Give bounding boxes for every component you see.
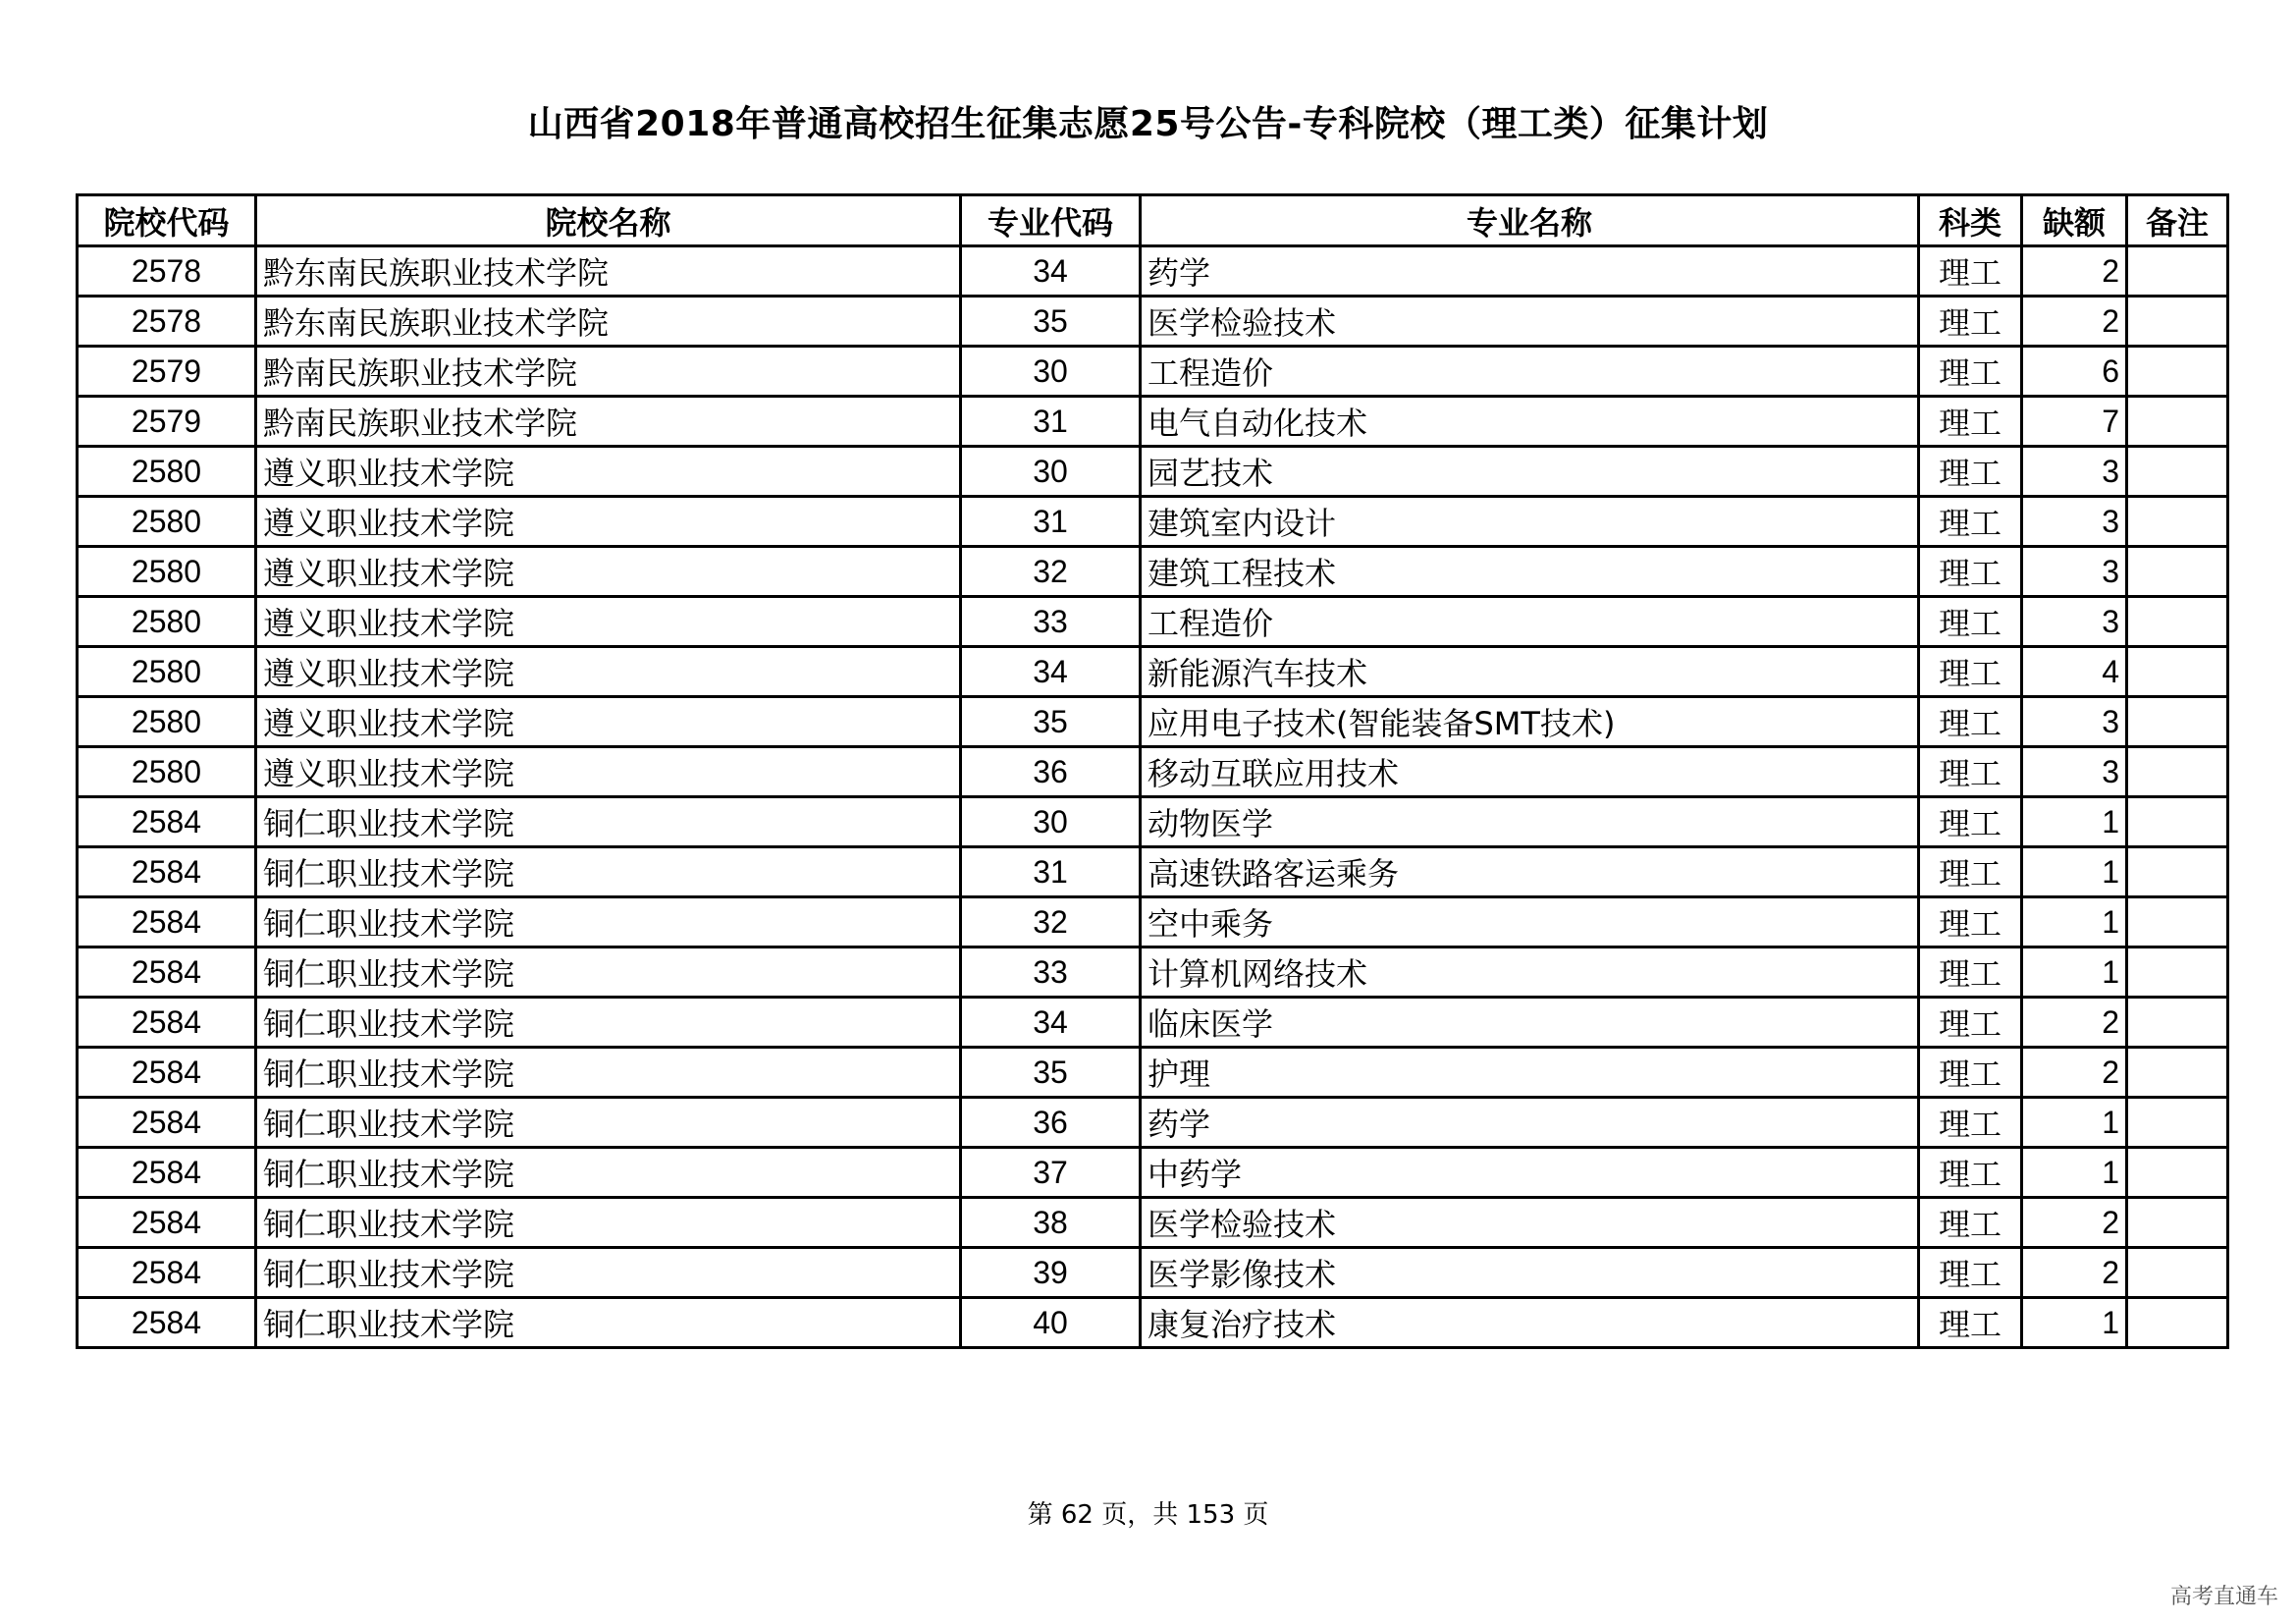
cell-school-code: 2580 (78, 647, 256, 697)
cell-major-code: 35 (961, 297, 1141, 347)
cell-major-name: 移动互联应用技术 (1141, 747, 1919, 797)
cell-note (2127, 246, 2228, 297)
cell-note (2127, 947, 2228, 998)
table-row (78, 1248, 2228, 1298)
cell-category: 理工 (1919, 847, 2022, 897)
cell-school-name: 遵义职业技术学院 (256, 597, 961, 647)
cell-note (2127, 1298, 2228, 1348)
cell-note (2127, 347, 2228, 397)
cell-school-name: 遵义职业技术学院 (256, 547, 961, 597)
cell-note (2127, 1048, 2228, 1098)
cell-major-name: 新能源汽车技术 (1141, 647, 1919, 697)
cell-note (2127, 1198, 2228, 1248)
cell-school-code: 2579 (78, 397, 256, 447)
cell-school-name: 遵义职业技术学院 (256, 447, 961, 497)
cell-quota: 1 (2022, 1148, 2127, 1198)
cell-category: 理工 (1919, 1248, 2022, 1298)
cell-school-name: 铜仁职业技术学院 (256, 897, 961, 947)
cell-major-name: 工程造价 (1141, 347, 1919, 397)
cell-major-code: 37 (961, 1148, 1141, 1198)
cell-quota: 2 (2022, 246, 2127, 297)
table-row (78, 647, 2228, 697)
cell-major-code: 32 (961, 547, 1141, 597)
header-category: 科类 (1919, 195, 2022, 246)
cell-category: 理工 (1919, 947, 2022, 998)
cell-category: 理工 (1919, 697, 2022, 747)
cell-quota: 3 (2022, 497, 2127, 547)
cell-quota: 2 (2022, 1248, 2127, 1298)
cell-major-name: 计算机网络技术 (1141, 947, 1919, 998)
cell-quota: 3 (2022, 447, 2127, 497)
cell-category: 理工 (1919, 597, 2022, 647)
enrollment-plan-table (76, 193, 2229, 1349)
cell-major-name: 药学 (1141, 246, 1919, 297)
cell-school-code: 2580 (78, 447, 256, 497)
cell-quota: 1 (2022, 947, 2127, 998)
cell-school-name: 铜仁职业技术学院 (256, 847, 961, 897)
table-row (78, 297, 2228, 347)
cell-note (2127, 697, 2228, 747)
cell-school-name: 铜仁职业技术学院 (256, 1198, 961, 1248)
cell-school-name: 遵义职业技术学院 (256, 647, 961, 697)
cell-quota: 7 (2022, 397, 2127, 447)
cell-school-code: 2578 (78, 246, 256, 297)
header-note: 备注 (2127, 195, 2228, 246)
cell-quota: 3 (2022, 697, 2127, 747)
cell-major-name: 医学检验技术 (1141, 297, 1919, 347)
cell-school-code: 2584 (78, 1298, 256, 1348)
cell-major-code: 30 (961, 447, 1141, 497)
cell-quota: 1 (2022, 1098, 2127, 1148)
cell-major-name: 医学检验技术 (1141, 1198, 1919, 1248)
header-school-name: 院校名称 (256, 195, 961, 246)
cell-major-name: 康复治疗技术 (1141, 1298, 1919, 1348)
cell-major-code: 36 (961, 1098, 1141, 1148)
cell-school-code: 2584 (78, 1198, 256, 1248)
cell-major-name: 工程造价 (1141, 597, 1919, 647)
header-major-name: 专业名称 (1141, 195, 1919, 246)
cell-major-name: 建筑工程技术 (1141, 547, 1919, 597)
cell-major-code: 33 (961, 597, 1141, 647)
cell-major-code: 33 (961, 947, 1141, 998)
cell-school-code: 2580 (78, 547, 256, 597)
cell-school-name: 遵义职业技术学院 (256, 747, 961, 797)
cell-school-code: 2580 (78, 597, 256, 647)
cell-quota: 2 (2022, 1048, 2127, 1098)
cell-major-code: 34 (961, 998, 1141, 1048)
cell-category: 理工 (1919, 1148, 2022, 1198)
cell-school-name: 铜仁职业技术学院 (256, 1298, 961, 1348)
cell-category: 理工 (1919, 647, 2022, 697)
table-row (78, 1198, 2228, 1248)
cell-school-code: 2584 (78, 1248, 256, 1298)
cell-major-name: 护理 (1141, 1048, 1919, 1098)
cell-quota: 2 (2022, 297, 2127, 347)
cell-school-name: 黔东南民族职业技术学院 (256, 297, 961, 347)
cell-major-name: 中药学 (1141, 1148, 1919, 1198)
cell-category: 理工 (1919, 998, 2022, 1048)
cell-category: 理工 (1919, 497, 2022, 547)
table-row (78, 1148, 2228, 1198)
cell-quota: 6 (2022, 347, 2127, 397)
cell-note (2127, 297, 2228, 347)
cell-category: 理工 (1919, 447, 2022, 497)
page-number: 第 62 页，共 153 页 (1027, 1500, 1269, 1530)
cell-quota: 1 (2022, 897, 2127, 947)
cell-quota: 2 (2022, 998, 2127, 1048)
cell-note (2127, 998, 2228, 1048)
table-row (78, 897, 2228, 947)
cell-school-name: 铜仁职业技术学院 (256, 1098, 961, 1148)
cell-school-name: 铜仁职业技术学院 (256, 1248, 961, 1298)
table-row (78, 447, 2228, 497)
table-row (78, 1298, 2228, 1348)
table-row (78, 347, 2228, 397)
cell-note (2127, 897, 2228, 947)
cell-major-name: 医学影像技术 (1141, 1248, 1919, 1298)
cell-major-code: 39 (961, 1248, 1141, 1298)
page-title: 山西省2018年普通高校招生征集志愿25号公告-专科院校（理工类）征集计划 (527, 104, 1769, 144)
cell-category: 理工 (1919, 1048, 2022, 1098)
cell-major-name: 临床医学 (1141, 998, 1919, 1048)
cell-category: 理工 (1919, 297, 2022, 347)
cell-major-code: 34 (961, 246, 1141, 297)
cell-school-name: 铜仁职业技术学院 (256, 998, 961, 1048)
cell-school-name: 黔南民族职业技术学院 (256, 347, 961, 397)
cell-quota: 1 (2022, 847, 2127, 897)
cell-major-name: 电气自动化技术 (1141, 397, 1919, 447)
cell-school-code: 2584 (78, 847, 256, 897)
header-school-code: 院校代码 (78, 195, 256, 246)
cell-major-name: 应用电子技术(智能装备SMT技术) (1141, 697, 1919, 747)
cell-category: 理工 (1919, 747, 2022, 797)
cell-note (2127, 847, 2228, 897)
cell-school-name: 遵义职业技术学院 (256, 497, 961, 547)
cell-major-code: 31 (961, 847, 1141, 897)
table-header-row (78, 195, 2228, 246)
table-row (78, 547, 2228, 597)
cell-quota: 3 (2022, 597, 2127, 647)
cell-major-code: 40 (961, 1298, 1141, 1348)
cell-school-code: 2579 (78, 347, 256, 397)
header-major-code: 专业代码 (961, 195, 1141, 246)
cell-quota: 1 (2022, 797, 2127, 847)
cell-category: 理工 (1919, 547, 2022, 597)
cell-note (2127, 1248, 2228, 1298)
cell-note (2127, 647, 2228, 697)
cell-major-code: 34 (961, 647, 1141, 697)
cell-category: 理工 (1919, 246, 2022, 297)
table-row (78, 947, 2228, 998)
cell-school-code: 2584 (78, 947, 256, 998)
cell-school-code: 2580 (78, 747, 256, 797)
table-row (78, 1098, 2228, 1148)
table-row (78, 497, 2228, 547)
cell-category: 理工 (1919, 1098, 2022, 1148)
cell-school-code: 2580 (78, 497, 256, 547)
table-row (78, 797, 2228, 847)
cell-category: 理工 (1919, 897, 2022, 947)
cell-note (2127, 1148, 2228, 1198)
table-body (78, 246, 2228, 1348)
cell-major-code: 31 (961, 397, 1141, 447)
cell-quota: 3 (2022, 547, 2127, 597)
cell-school-code: 2584 (78, 1048, 256, 1098)
cell-note (2127, 447, 2228, 497)
table-row (78, 397, 2228, 447)
cell-category: 理工 (1919, 1298, 2022, 1348)
cell-school-code: 2584 (78, 797, 256, 847)
cell-major-name: 高速铁路客运乘务 (1141, 847, 1919, 897)
cell-school-name: 铜仁职业技术学院 (256, 1148, 961, 1198)
cell-school-code: 2584 (78, 897, 256, 947)
cell-major-name: 建筑室内设计 (1141, 497, 1919, 547)
cell-major-code: 30 (961, 347, 1141, 397)
table-row (78, 597, 2228, 647)
watermark-logo: 高考直通车 (2169, 1585, 2278, 1609)
cell-school-name: 铜仁职业技术学院 (256, 947, 961, 998)
cell-major-code: 38 (961, 1198, 1141, 1248)
cell-school-code: 2580 (78, 697, 256, 747)
cell-major-name: 药学 (1141, 1098, 1919, 1148)
cell-note (2127, 797, 2228, 847)
cell-major-name: 动物医学 (1141, 797, 1919, 847)
cell-major-code: 35 (961, 1048, 1141, 1098)
table-row (78, 998, 2228, 1048)
table-row (78, 747, 2228, 797)
cell-category: 理工 (1919, 797, 2022, 847)
cell-school-name: 铜仁职业技术学院 (256, 1048, 961, 1098)
cell-school-name: 铜仁职业技术学院 (256, 797, 961, 847)
cell-note (2127, 397, 2228, 447)
cell-note (2127, 1098, 2228, 1148)
cell-note (2127, 747, 2228, 797)
cell-quota: 4 (2022, 647, 2127, 697)
cell-quota: 2 (2022, 1198, 2127, 1248)
cell-major-code: 32 (961, 897, 1141, 947)
cell-major-code: 36 (961, 747, 1141, 797)
cell-school-code: 2578 (78, 297, 256, 347)
cell-school-name: 黔南民族职业技术学院 (256, 397, 961, 447)
table-row (78, 1048, 2228, 1098)
cell-major-code: 35 (961, 697, 1141, 747)
cell-category: 理工 (1919, 347, 2022, 397)
cell-quota: 1 (2022, 1298, 2127, 1348)
cell-quota: 3 (2022, 747, 2127, 797)
table-row (78, 847, 2228, 897)
header-quota: 缺额 (2022, 195, 2127, 246)
cell-school-code: 2584 (78, 1098, 256, 1148)
cell-major-code: 31 (961, 497, 1141, 547)
table-row (78, 246, 2228, 297)
cell-major-code: 30 (961, 797, 1141, 847)
cell-school-code: 2584 (78, 1148, 256, 1198)
cell-school-code: 2584 (78, 998, 256, 1048)
cell-school-name: 黔东南民族职业技术学院 (256, 246, 961, 297)
cell-note (2127, 497, 2228, 547)
cell-note (2127, 547, 2228, 597)
table-row (78, 697, 2228, 747)
cell-major-name: 空中乘务 (1141, 897, 1919, 947)
cell-category: 理工 (1919, 397, 2022, 447)
cell-note (2127, 597, 2228, 647)
cell-school-name: 遵义职业技术学院 (256, 697, 961, 747)
cell-category: 理工 (1919, 1198, 2022, 1248)
cell-major-name: 园艺技术 (1141, 447, 1919, 497)
